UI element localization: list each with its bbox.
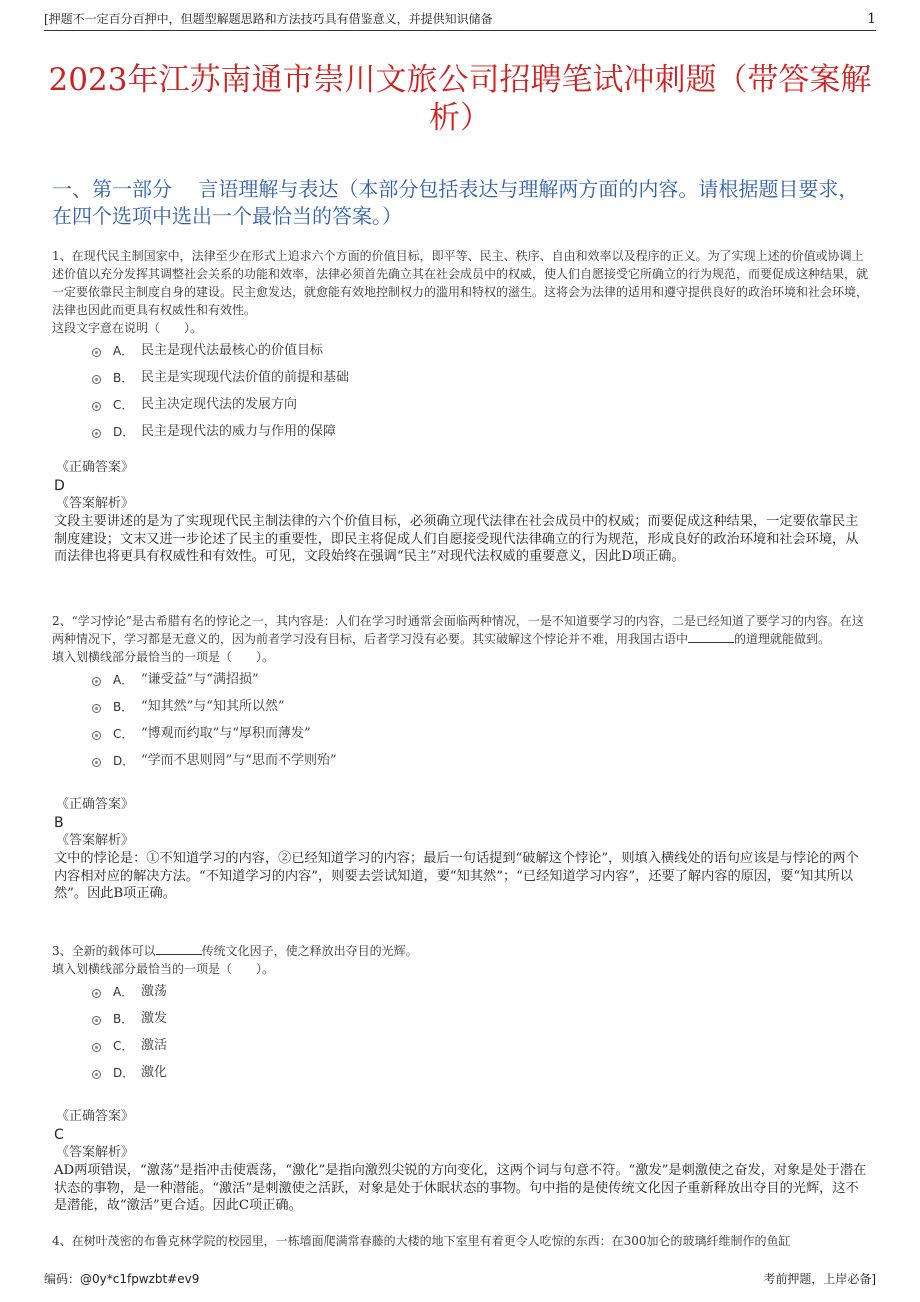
page-header xyxy=(44,10,876,31)
option-d[interactable]: D． 民主是现代法的威力与作用的保障 xyxy=(52,418,870,445)
question-1 xyxy=(52,247,870,566)
radio-button-icon[interactable] xyxy=(92,731,101,740)
question-3 xyxy=(52,942,870,1215)
question-stem: 4、在树叶茂密的布鲁克林学院的校园里，一栋墙面爬满常春藤的大楼的地下室里有着更令人吃惊的东西：在300加仑的玻璃纤维制作的鱼缸 xyxy=(52,1234,791,1248)
correct-answer-label: 《正确答案》 xyxy=(56,1109,135,1124)
radio-button-icon[interactable] xyxy=(92,704,101,713)
question-2 xyxy=(52,612,870,903)
explanation-label: 《答案解析》 xyxy=(56,1145,135,1160)
options-list xyxy=(52,666,870,774)
explanation-text: 文中的悖论是：①不知道学习的内容，②已经知道学习的内容；最后一句话提到“破解这个悖论”，则填入横线处的语句应该是与悖论的两个内容相对应的解决方法。“不知道学习的内容”，则要去尝试知道，要“知其然”；“已经知道学习内容”，还要了解内容的原因，要“知其所以然”。因此B项正确。 xyxy=(54,851,859,901)
fill-blank xyxy=(156,942,202,955)
question-stem: 1、在现代民主制国家中，法律至少在形式上追求六个方面的价值目标，即平等、民主、秩序、自由和效率以及程序的正义。为了实现上述的价值或协调上述价值以充分发挥其调整社会关系的功能和效率，法律必须首先确立其在社会成员中的权威，使人们自愿接受它所确立的行为规范，而要促成这种结果，就一定要依靠民主制度自身的建设。民主愈发达，就愈能有效地控制权力的滥用和特权的滋生。这将会为法律的适用和遵守提供良好的政治环境和社会环境，法律也因此而更具有权威性和有效性。 xyxy=(52,249,869,317)
option-d[interactable]: D． “学而不思则罔”与“思而不学则殆” xyxy=(52,747,870,774)
radio-button-icon[interactable] xyxy=(92,348,101,357)
question-instruction: 填入划横线部分最恰当的一项是（ ）。 xyxy=(52,962,275,976)
correct-answer-label: 《正确答案》 xyxy=(56,797,135,812)
radio-button-icon[interactable] xyxy=(92,1043,101,1052)
correct-answer-value: D xyxy=(54,478,65,494)
question-stem: 3、全新的载体可以 传统文化因子，使之释放出夺目的光辉。 xyxy=(52,944,418,958)
explanation-label: 《答案解析》 xyxy=(56,833,135,848)
question-stem: 2、“学习悖论”是古希腊有名的悖论之一，其内容是：人们在学习时通常会面临两种情况，一是不知道要学习的内容，二是已经知道了要学习的内容。在这两种情况下，学习都是无意义的，因为前者学习没有目标，后者学习没有必要。其实破解这个悖论并不难，用我国古语中 的道理就能做到。 xyxy=(52,614,864,646)
options-list xyxy=(52,978,870,1086)
option-a[interactable]: A． “谦受益”与“满招损” xyxy=(52,666,870,693)
explanation-label: 《答案解析》 xyxy=(56,496,135,511)
document-title: 2023年江苏南通市崇川文旅公司招聘笔试冲刺题（带答案解析） xyxy=(48,61,872,136)
correct-answer-value: C xyxy=(54,1127,64,1143)
radio-button-icon[interactable] xyxy=(92,375,101,384)
option-d[interactable]: D． 激化 xyxy=(52,1059,870,1086)
radio-button-icon[interactable] xyxy=(92,758,101,767)
correct-answer-value: B xyxy=(54,815,64,831)
page-number: 1 xyxy=(867,11,876,27)
radio-button-icon[interactable] xyxy=(92,1070,101,1079)
option-c[interactable]: C． 激活 xyxy=(52,1032,870,1059)
explanation-text: 文段主要讲述的是为了实现现代民主制法律的六个价值目标，必须确立现代法律在社会成员中的权威；而要促成这种结果，一定要依靠民主制度建设；文末又进一步论述了民主的重要性，即民主将促成人们自愿接受现代法律确立的行为规范，形成良好的政治环境和社会环境，从而法律也将更具有权威性和有效性。可见，文段始终在强调“民主”对现代法权威的重要意义，因此D项正确。 xyxy=(54,514,859,564)
correct-answer-label: 《正确答案》 xyxy=(56,460,135,475)
question-4 xyxy=(52,1232,870,1250)
option-c[interactable]: C． “博观而约取”与“厚积而薄发” xyxy=(52,720,870,747)
option-b[interactable]: B． 民主是实现现代法价值的前提和基础 xyxy=(52,364,870,391)
explanation-text: AD两项错误，“激荡”是指冲击使震荡，“激化”是指向激烈尖锐的方向变化，这两个词与句意不符。“激发”是刺激使之奋发，对象是处于潜在状态的事物，是一种潜能。“激活”是刺激使之活跃，对象是处于休眠状态的事物。句中指的是使传统文化因子重新释放出夺目的光辉，这不是潜能，故“激活”更合适。因此C项正确。 xyxy=(54,1163,867,1213)
section-heading: 一、第一部分 言语理解与表达（本部分包括表达与理解两方面的内容。请根据题目要求，在四个选项中选出一个最恰当的答案。） xyxy=(52,177,859,228)
question-instruction: 这段文字意在说明（ ）。 xyxy=(52,321,203,335)
option-b[interactable]: B． “知其然”与“知其所以然” xyxy=(52,693,870,720)
option-a[interactable]: A． 民主是现代法最核心的价值目标 xyxy=(52,337,870,364)
fill-blank xyxy=(688,630,734,643)
radio-button-icon[interactable] xyxy=(92,402,101,411)
radio-button-icon[interactable] xyxy=(92,1016,101,1025)
option-a[interactable]: A． 激荡 xyxy=(52,978,870,1005)
page-footer xyxy=(44,1270,876,1290)
radio-button-icon[interactable] xyxy=(92,989,101,998)
question-instruction: 填入划横线部分最恰当的一项是（ ）。 xyxy=(52,650,275,664)
radio-button-icon[interactable] xyxy=(92,677,101,686)
option-c[interactable]: C． 民主决定现代法的发展方向 xyxy=(52,391,870,418)
radio-button-icon[interactable] xyxy=(92,429,101,438)
option-b[interactable]: B． 激发 xyxy=(52,1005,870,1032)
document-code: 编码：@0y*c1fpwzbt#ev9 xyxy=(44,1272,200,1286)
header-text: [押题不一定百分百押中，但题型解题思路和方法技巧具有借鉴意义，并提供知识储备 xyxy=(44,12,493,26)
footer-slogan: 考前押题，上岸必备] xyxy=(763,1272,876,1286)
options-list xyxy=(52,337,870,445)
